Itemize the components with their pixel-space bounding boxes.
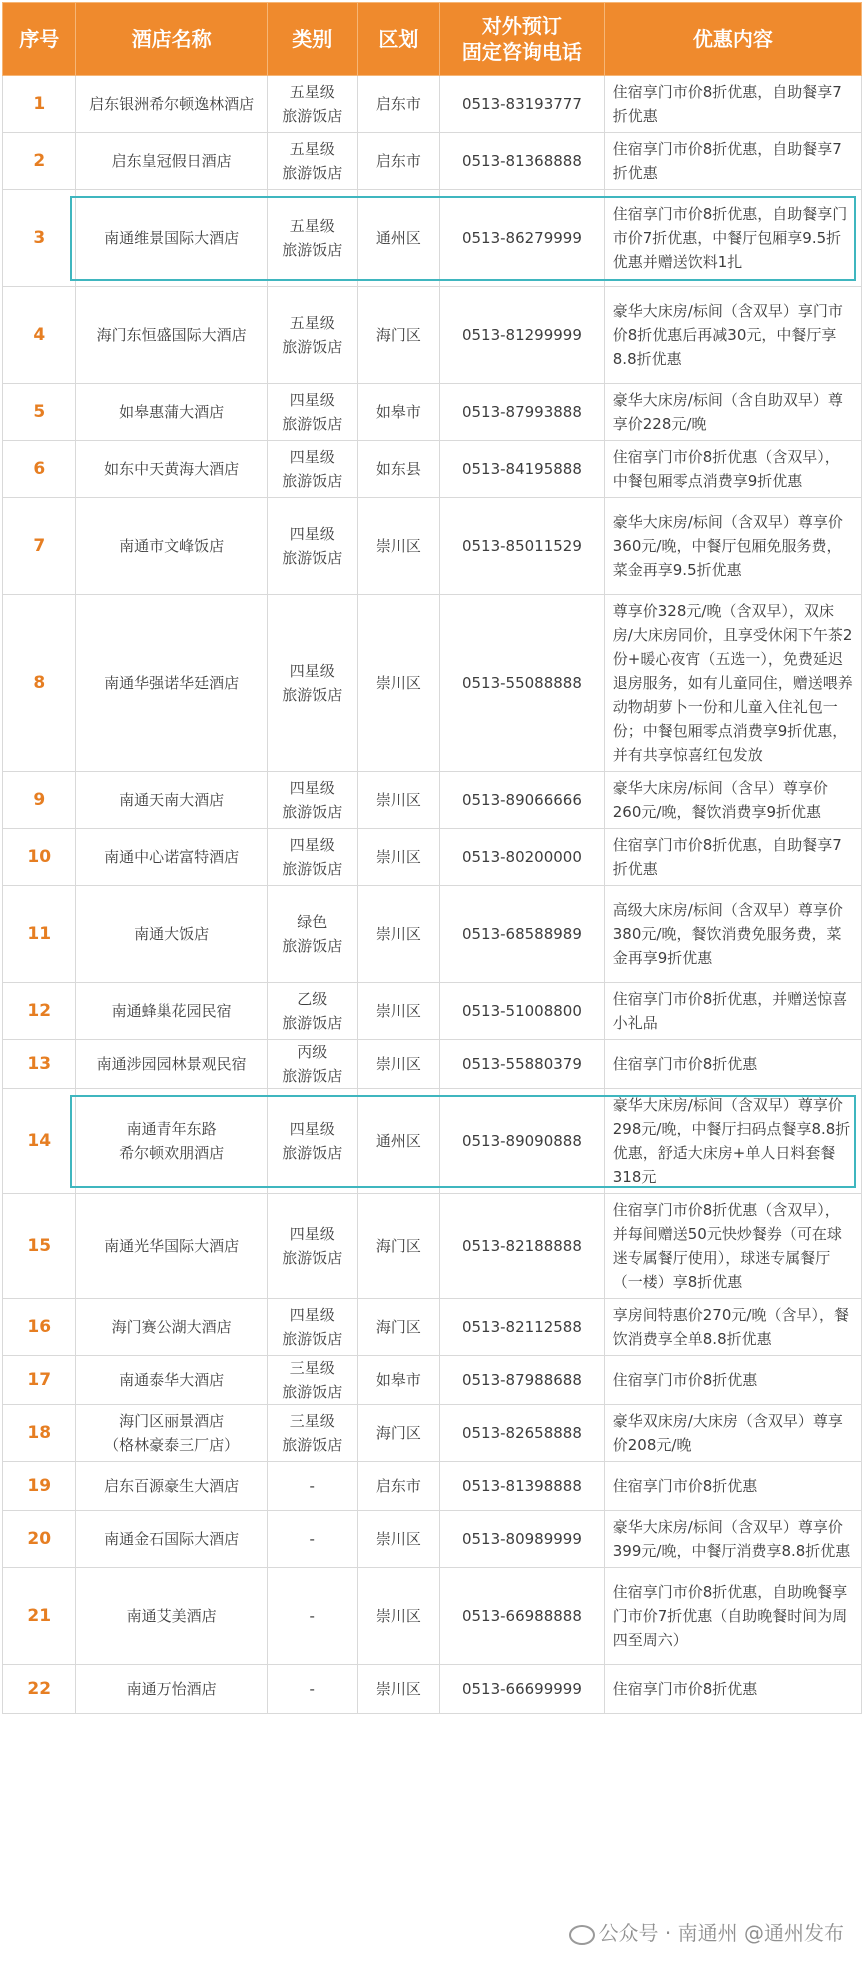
table-row [3, 1356, 862, 1405]
header-phone [440, 3, 605, 76]
row-hotel-name: 南通光华国际大酒店 [76, 1194, 267, 1299]
row-seq: 10 [3, 829, 76, 886]
row-category: 四星级 旅游饭店 [267, 1194, 357, 1299]
row-hotel-name: 南通涉园园林景观民宿 [76, 1040, 267, 1089]
row-category: 五星级 旅游饭店 [267, 190, 357, 287]
row-seq: 8 [3, 595, 76, 772]
row-phone: 0513-82188888 [440, 1194, 605, 1299]
row-seq: 12 [3, 983, 76, 1040]
row-district: 海门区 [357, 1299, 439, 1356]
table-row [3, 76, 862, 133]
row-category: 四星级 旅游饭店 [267, 829, 357, 886]
row-benefit: 住宿享门市价8折优惠，自助餐享7折优惠 [604, 76, 861, 133]
row-benefit: 豪华大床房/标间（含自助双早）尊享价228元/晚 [604, 384, 861, 441]
watermark-text: 公众号 · 南通州 @通州发布 [598, 1921, 844, 1945]
row-district: 启东市 [357, 133, 439, 190]
row-hotel-name: 南通天南大酒店 [76, 772, 267, 829]
row-seq: 22 [3, 1665, 76, 1714]
hotel-discount-sheet [2, 2, 862, 1714]
row-hotel-name: 南通大饭店 [76, 886, 267, 983]
watermark [563, 1915, 850, 1948]
row-seq: 16 [3, 1299, 76, 1356]
row-district: 崇川区 [357, 886, 439, 983]
row-phone: 0513-85011529 [440, 498, 605, 595]
row-benefit: 享房间特惠价270元/晚（含早），餐饮消费享全单8.8折优惠 [604, 1299, 861, 1356]
row-hotel-name: 南通青年东路 希尔顿欢朋酒店 [76, 1089, 267, 1194]
row-phone: 0513-83193777 [440, 76, 605, 133]
row-category: 四星级 旅游饭店 [267, 1299, 357, 1356]
table-row [3, 886, 862, 983]
table-row [3, 133, 862, 190]
table-row [3, 983, 862, 1040]
row-seq: 7 [3, 498, 76, 595]
row-hotel-name: 南通市文峰饭店 [76, 498, 267, 595]
row-hotel-name: 海门赛公湖大酒店 [76, 1299, 267, 1356]
row-seq: 20 [3, 1511, 76, 1568]
row-seq: 3 [3, 190, 76, 287]
row-phone: 0513-66988888 [440, 1568, 605, 1665]
row-phone: 0513-86279999 [440, 190, 605, 287]
row-category: 四星级 旅游饭店 [267, 498, 357, 595]
row-phone: 0513-80989999 [440, 1511, 605, 1568]
table-row [3, 384, 862, 441]
row-benefit: 住宿享门市价8折优惠，自助餐享7折优惠 [604, 133, 861, 190]
header-category: 类别 [267, 3, 357, 76]
row-hotel-name: 南通蜂巢花园民宿 [76, 983, 267, 1040]
row-category: 四星级 旅游饭店 [267, 595, 357, 772]
row-district: 海门区 [357, 287, 439, 384]
table-row [3, 1194, 862, 1299]
header-phone-line2: 固定咨询电话 [461, 40, 582, 64]
row-seq: 5 [3, 384, 76, 441]
row-district: 崇川区 [357, 829, 439, 886]
row-district: 如皋市 [357, 384, 439, 441]
row-category: 三星级 旅游饭店 [267, 1405, 357, 1462]
table-row [3, 1405, 862, 1462]
row-hotel-name: 南通泰华大酒店 [76, 1356, 267, 1405]
row-district: 启东市 [357, 1462, 439, 1511]
table-row [3, 287, 862, 384]
row-seq: 18 [3, 1405, 76, 1462]
row-hotel-name: 南通维景国际大酒店 [76, 190, 267, 287]
row-district: 通州区 [357, 1089, 439, 1194]
row-hotel-name: 海门东恒盛国际大酒店 [76, 287, 267, 384]
table-row [3, 1089, 862, 1194]
row-hotel-name: 海门区丽景酒店 （格林豪泰三厂店） [76, 1405, 267, 1462]
row-benefit: 高级大床房/标间（含双早）尊享价380元/晚，餐饮消费免服务费，菜金再享9折优惠 [604, 886, 861, 983]
row-phone: 0513-82112588 [440, 1299, 605, 1356]
row-phone: 0513-66699999 [440, 1665, 605, 1714]
table-row [3, 1665, 862, 1714]
row-phone: 0513-89090888 [440, 1089, 605, 1194]
row-hotel-name: 如皋惠蒲大酒店 [76, 384, 267, 441]
row-seq: 14 [3, 1089, 76, 1194]
row-category: 四星级 旅游饭店 [267, 772, 357, 829]
row-hotel-name: 南通金石国际大酒店 [76, 1511, 267, 1568]
row-benefit: 豪华大床房/标间（含双早）尊享价360元/晚，中餐厅包厢免服务费，菜金再享9.5折优惠 [604, 498, 861, 595]
table-row [3, 1299, 862, 1356]
row-benefit: 住宿享门市价8折优惠（含双早），中餐包厢零点消费享9折优惠 [604, 441, 861, 498]
header-district: 区划 [357, 3, 439, 76]
row-hotel-name: 南通中心诺富特酒店 [76, 829, 267, 886]
row-phone: 0513-55088888 [440, 595, 605, 772]
table-row [3, 595, 862, 772]
row-benefit: 豪华双床房/大床房（含双早）尊享价208元/晚 [604, 1405, 861, 1462]
row-district: 如皋市 [357, 1356, 439, 1405]
table-row [3, 1511, 862, 1568]
row-benefit: 住宿享门市价8折优惠，自助晚餐享门市价7折优惠（自助晚餐时间为周四至周六） [604, 1568, 861, 1665]
row-seq: 19 [3, 1462, 76, 1511]
row-benefit: 住宿享门市价8折优惠 [604, 1040, 861, 1089]
row-benefit: 住宿享门市价8折优惠，并赠送惊喜小礼品 [604, 983, 861, 1040]
row-phone: 0513-80200000 [440, 829, 605, 886]
row-seq: 11 [3, 886, 76, 983]
row-hotel-name: 南通万怡酒店 [76, 1665, 267, 1714]
row-category: 乙级 旅游饭店 [267, 983, 357, 1040]
row-benefit: 住宿享门市价8折优惠 [604, 1665, 861, 1714]
table-row [3, 772, 862, 829]
row-phone: 0513-55880379 [440, 1040, 605, 1089]
header-name: 酒店名称 [76, 3, 267, 76]
row-hotel-name: 如东中天黄海大酒店 [76, 441, 267, 498]
row-category: 五星级 旅游饭店 [267, 133, 357, 190]
header-row [3, 3, 862, 76]
row-hotel-name: 启东银洲希尔顿逸林酒店 [76, 76, 267, 133]
row-district: 崇川区 [357, 595, 439, 772]
table-row [3, 1568, 862, 1665]
row-seq: 6 [3, 441, 76, 498]
row-hotel-name: 南通艾美酒店 [76, 1568, 267, 1665]
row-phone: 0513-89066666 [440, 772, 605, 829]
row-benefit: 豪华大床房/标间（含双早）尊享价298元/晚，中餐厅扫码点餐享8.8折优惠，舒适大床房+单人日料套餐318元 [604, 1089, 861, 1194]
row-category: 四星级 旅游饭店 [267, 1089, 357, 1194]
row-hotel-name: 启东皇冠假日酒店 [76, 133, 267, 190]
table-row [3, 829, 862, 886]
header-benefit: 优惠内容 [604, 3, 861, 76]
row-benefit: 住宿享门市价8折优惠 [604, 1462, 861, 1511]
row-benefit: 豪华大床房/标间（含双早）享门市价8折优惠后再减30元，中餐厅享8.8折优惠 [604, 287, 861, 384]
row-benefit: 住宿享门市价8折优惠（含双早），并每间赠送50元快炒餐券（可在球迷专属餐厅使用），球迷专属餐厅（一楼）享8折优惠 [604, 1194, 861, 1299]
hotel-table [2, 2, 862, 1714]
row-category: - [267, 1462, 357, 1511]
header-seq: 序号 [3, 3, 76, 76]
row-seq: 13 [3, 1040, 76, 1089]
header-phone-line1: 对外预订 [481, 14, 562, 38]
wechat-icon [569, 1925, 595, 1945]
row-category: - [267, 1511, 357, 1568]
row-district: 崇川区 [357, 772, 439, 829]
row-seq: 1 [3, 76, 76, 133]
table-row [3, 1462, 862, 1511]
row-district: 崇川区 [357, 498, 439, 595]
row-district: 崇川区 [357, 1568, 439, 1665]
row-seq: 17 [3, 1356, 76, 1405]
row-district: 启东市 [357, 76, 439, 133]
row-district: 海门区 [357, 1194, 439, 1299]
row-phone: 0513-81368888 [440, 133, 605, 190]
row-district: 崇川区 [357, 1665, 439, 1714]
row-category: - [267, 1665, 357, 1714]
row-phone: 0513-87988688 [440, 1356, 605, 1405]
row-category: 绿色 旅游饭店 [267, 886, 357, 983]
row-phone: 0513-51008800 [440, 983, 605, 1040]
table-row [3, 1040, 862, 1089]
row-district: 通州区 [357, 190, 439, 287]
table-row [3, 190, 862, 287]
row-benefit: 住宿享门市价8折优惠，自助餐享7折优惠 [604, 829, 861, 886]
row-district: 崇川区 [357, 983, 439, 1040]
row-category: 五星级 旅游饭店 [267, 76, 357, 133]
row-benefit: 尊享价328元/晚（含双早），双床房/大床房同价，且享受休闲下午茶2份+暖心夜宵（五选一），免费延迟退房服务，如有儿童同住，赠送喂养动物胡萝卜一份和儿童入住礼包一份；中餐包厢零点消费享9折优惠，并有共享惊喜红包发放 [604, 595, 861, 772]
row-seq: 2 [3, 133, 76, 190]
row-category: 三星级 旅游饭店 [267, 1356, 357, 1405]
row-hotel-name: 南通华强诺华廷酒店 [76, 595, 267, 772]
row-phone: 0513-82658888 [440, 1405, 605, 1462]
row-benefit: 豪华大床房/标间（含双早）尊享价399元/晚，中餐厅消费享8.8折优惠 [604, 1511, 861, 1568]
row-category: 四星级 旅游饭店 [267, 441, 357, 498]
row-district: 崇川区 [357, 1511, 439, 1568]
table-row [3, 441, 862, 498]
row-hotel-name: 启东百源豪生大酒店 [76, 1462, 267, 1511]
row-district: 海门区 [357, 1405, 439, 1462]
row-phone: 0513-68588989 [440, 886, 605, 983]
row-phone: 0513-84195888 [440, 441, 605, 498]
row-benefit: 住宿享门市价8折优惠 [604, 1356, 861, 1405]
row-district: 如东县 [357, 441, 439, 498]
row-seq: 9 [3, 772, 76, 829]
row-seq: 15 [3, 1194, 76, 1299]
row-seq: 21 [3, 1568, 76, 1665]
row-phone: 0513-81398888 [440, 1462, 605, 1511]
row-category: - [267, 1568, 357, 1665]
row-category: 五星级 旅游饭店 [267, 287, 357, 384]
row-phone: 0513-87993888 [440, 384, 605, 441]
row-district: 崇川区 [357, 1040, 439, 1089]
row-benefit: 豪华大床房/标间（含早）尊享价260元/晚，餐饮消费享9折优惠 [604, 772, 861, 829]
table-row [3, 498, 862, 595]
row-seq: 4 [3, 287, 76, 384]
row-benefit: 住宿享门市价8折优惠，自助餐享门市价7折优惠，中餐厅包厢享9.5折优惠并赠送饮料1扎 [604, 190, 861, 287]
row-category: 丙级 旅游饭店 [267, 1040, 357, 1089]
row-phone: 0513-81299999 [440, 287, 605, 384]
row-category: 四星级 旅游饭店 [267, 384, 357, 441]
